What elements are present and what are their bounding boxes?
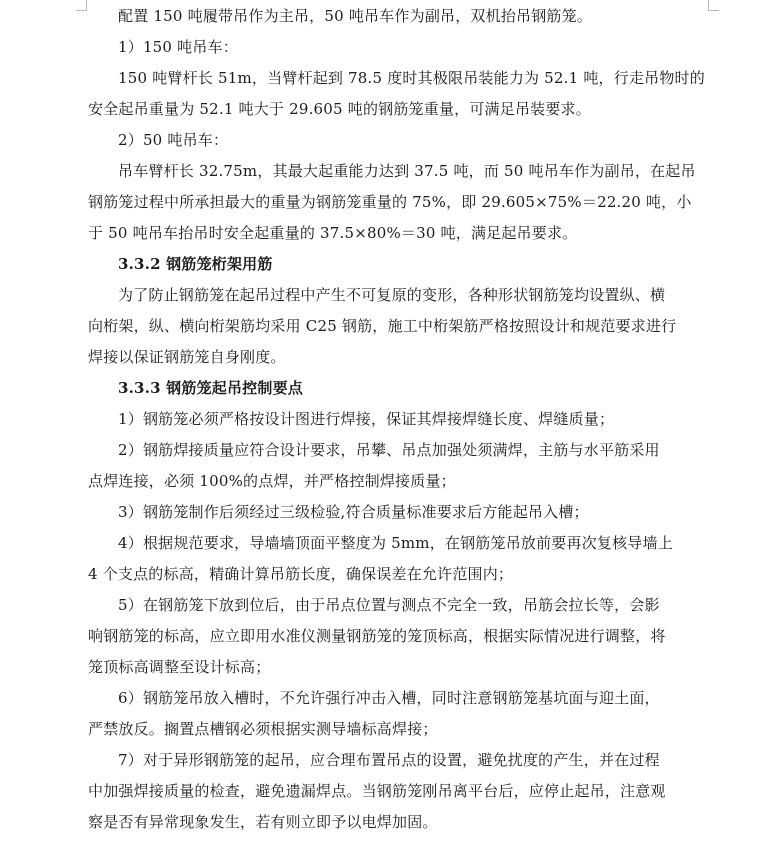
- margin-corner-mark-left: [76, 0, 87, 11]
- text-line: 7）对于异形钢筋笼的起吊，应合理布置吊点的设置，避免扰度的产生，并在过程: [118, 751, 660, 769]
- section-heading: [88, 249, 710, 280]
- text-line: 焊接以保证钢筋笼自身刚度。: [88, 348, 286, 366]
- body-paragraph: [88, 590, 710, 683]
- body-paragraph: [88, 125, 710, 156]
- body-paragraph: [88, 156, 710, 249]
- text-line: 4）根据规范要求，导墙墙顶面平整度为 5mm，在钢筋笼吊放前要再次复核导墙上: [118, 534, 673, 552]
- body-paragraph: [88, 528, 710, 590]
- body-paragraph: [88, 1, 710, 32]
- text-line: 于 50 吨吊车抬吊时安全起重量的 37.5×80%＝30 吨，满足起吊要求。: [88, 224, 578, 242]
- section-heading: [88, 373, 710, 404]
- text-line: 配置 150 吨履带吊作为主吊，50 吨吊车作为副吊，双机抬吊钢筋笼。: [118, 7, 593, 25]
- text-line: 笼顶标高调整至设计标高；: [88, 658, 271, 676]
- text-line: 3.3.2 钢筋笼桁架用筋: [118, 255, 273, 273]
- text-line: 察是否有异常现象发生，若有则立即予以电焊加固。: [88, 813, 438, 831]
- document-body: [88, 1, 710, 838]
- body-paragraph: [88, 435, 710, 497]
- text-line: 6）钢筋笼吊放入槽时，不允许强行冲击入槽，同时注意钢筋笼基坑面与迎土面，: [118, 689, 660, 707]
- body-paragraph: [88, 683, 710, 745]
- text-line: 严禁放反。搁置点槽钢必须根据实测导墙标高焊接；: [88, 720, 438, 738]
- text-line: 1）钢筋笼必须严格按设计图进行焊接，保证其焊接焊缝长度、焊缝质量；: [118, 410, 615, 428]
- body-paragraph: [88, 63, 710, 125]
- text-line: 150 吨臂杆长 51m，当臂杆起到 78.5 度时其极限吊装能力为 52.1 吨，行走吊物时的: [118, 69, 705, 87]
- body-paragraph: [88, 280, 710, 373]
- body-paragraph: [88, 32, 710, 63]
- text-line: 5）在钢筋笼下放到位后，由于吊点位置与测点不完全一致，吊筋会拉长等，会影: [118, 596, 660, 614]
- text-line: 中加强焊接质量的检查，避免遗漏焊点。当钢筋笼刚吊离平台后，应停止起吊，注意观: [88, 782, 666, 800]
- text-line: 点焊连接，必须 100%的点焊，并严格控制焊接质量；: [88, 472, 456, 490]
- text-line: 4 个支点的标高，精确计算吊筋长度，确保误差在允许范围内；: [88, 565, 514, 583]
- text-line: 安全起吊重量为 52.1 吨大于 29.605 吨的钢筋笼重量，可满足吊装要求。: [88, 100, 591, 118]
- text-line: 钢筋笼过程中所承担最大的重量为钢筋笼重量的 75%，即 29.605×75%＝22.20 吨，小: [88, 193, 692, 211]
- text-line: 2）钢筋焊接质量应符合设计要求，吊攀、吊点加强处须满焊，主筋与水平筋采用: [118, 441, 660, 459]
- text-line: 吊车臂杆长 32.75m，其最大起重能力达到 37.5 吨，而 50 吨吊车作为副吊，在起吊: [118, 162, 696, 180]
- body-paragraph: [88, 497, 710, 528]
- text-line: 3）钢筋笼制作后须经过三级检验,符合质量标准要求后方能起吊入槽；: [118, 503, 589, 521]
- body-paragraph: [88, 745, 710, 838]
- text-line: 为了防止钢筋笼在起吊过程中产生不可复原的变形，各种形状钢筋笼均设置纵、横: [118, 286, 666, 304]
- body-paragraph: [88, 404, 710, 435]
- text-line: 3.3.3 钢筋笼起吊控制要点: [118, 379, 303, 397]
- text-line: 2）50 吨吊车：: [118, 131, 229, 149]
- text-line: 1）150 吨吊车：: [118, 38, 238, 56]
- text-line: 向桁架，纵、横向桁架筋均采用 C25 钢筋，施工中桁架筋严格按照设计和规范要求进行: [88, 317, 677, 335]
- text-line: 响钢筋笼的标高，应立即用水准仪测量钢筋笼的笼顶标高，根据实际情况进行调整，将: [88, 627, 666, 645]
